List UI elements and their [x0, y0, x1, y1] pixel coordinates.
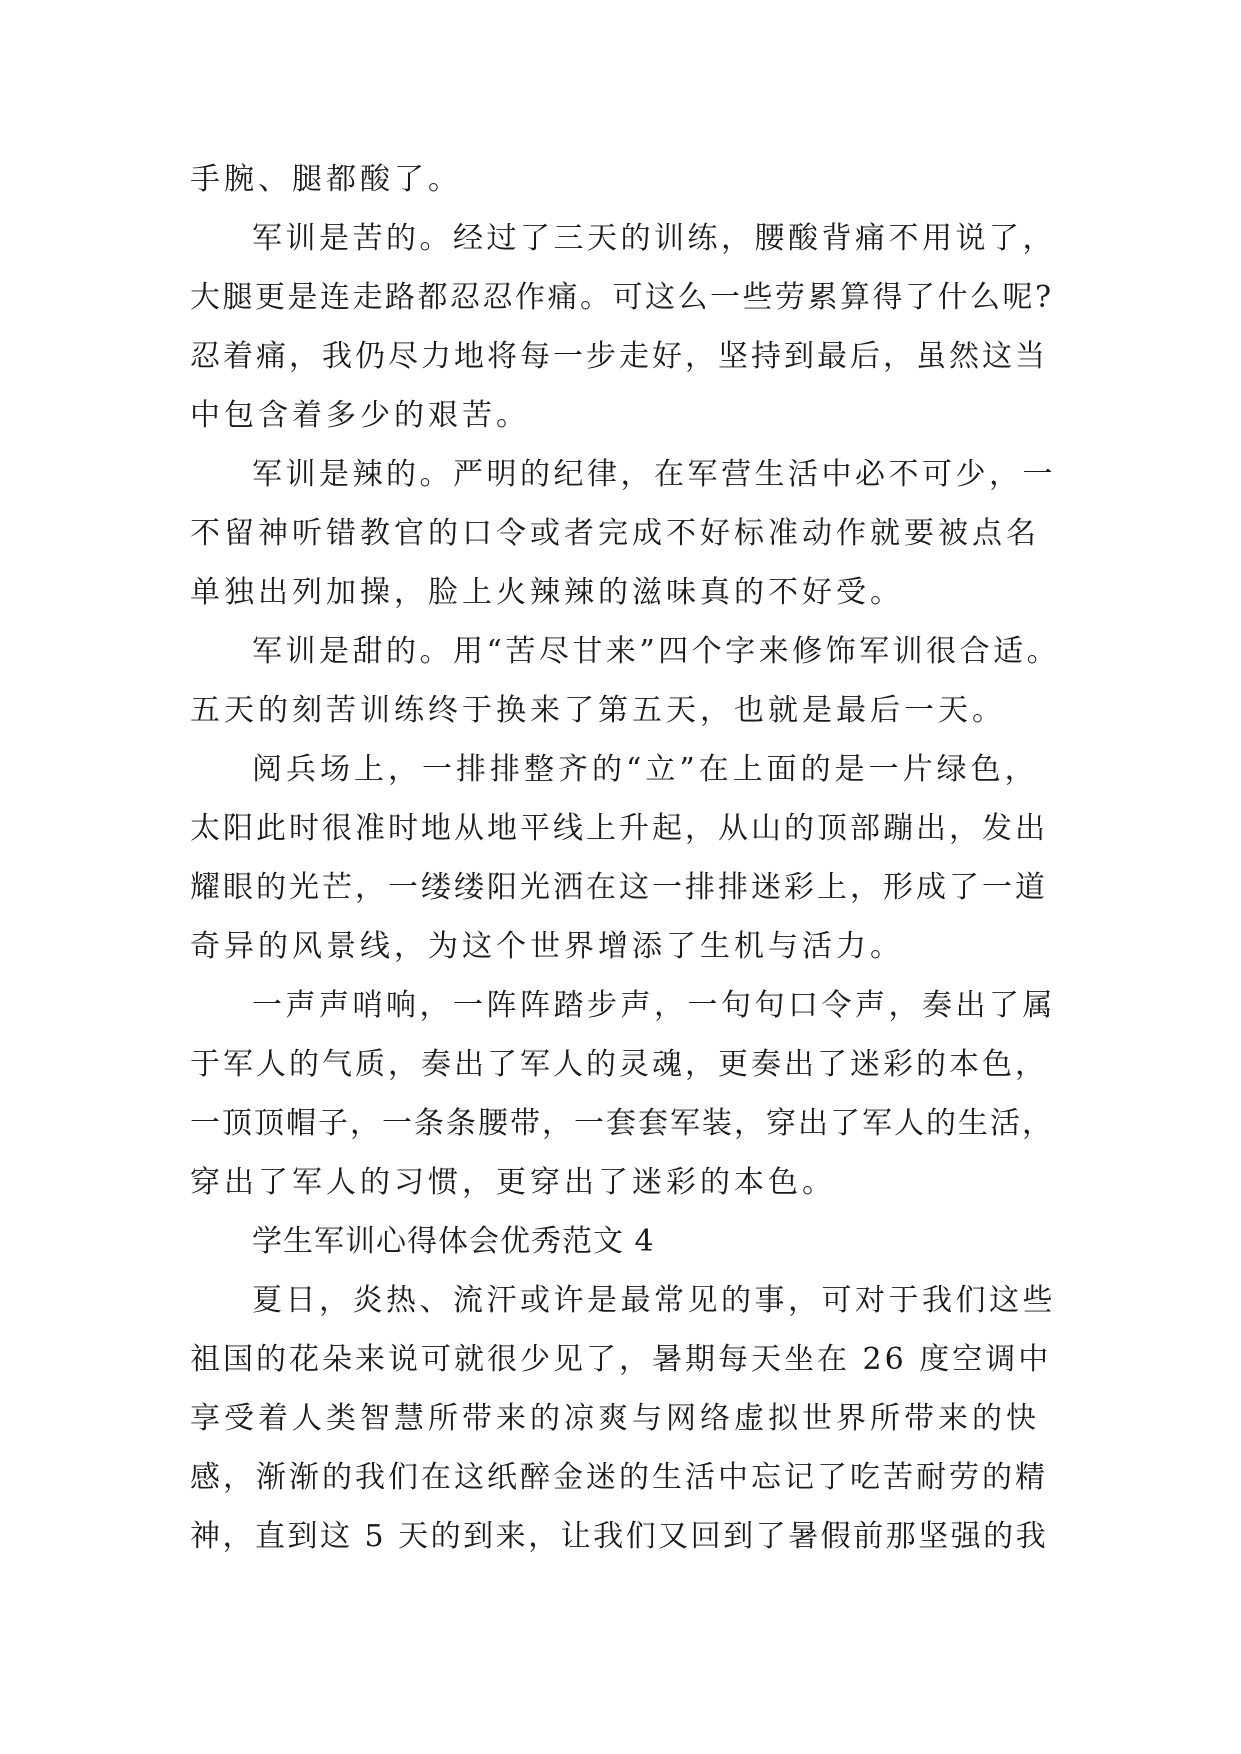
text-line: 单独出列加操，脸上火辣辣的滋味真的不好受。	[190, 575, 904, 610]
text-line: 享受着人类智慧所带来的凉爽与网络虚拟世界所带来的快	[190, 1401, 1040, 1436]
paragraph-start-line: 夏日，炎热、流汗或许是最常见的事，可对于我们这些	[252, 1283, 1056, 1318]
text-line: 五天的刻苦训练终于换来了第五天，也就是最后一天。	[190, 693, 1006, 728]
paragraph-start-line: 一声声哨响，一阵阵踏步声，一句句口令声，奏出了属	[252, 988, 1056, 1023]
text-line: 手腕、腿都酸了。	[190, 162, 462, 197]
text-line: 神，直到这 5 天的到来，让我们又回到了暑假前那坚强的我	[190, 1519, 1049, 1554]
document-body	[190, 150, 1060, 1566]
paragraph-start-line: 军训是辣的。严明的纪律，在军营生活中必不可少，一	[252, 457, 1056, 492]
text-line: 中包含着多少的艰苦。	[190, 398, 530, 433]
text-line: 忍着痛，我仍尽力地将每一步走好，坚持到最后，虽然这当	[190, 339, 1048, 374]
text-line: 不留神听错教官的口令或者完成不好标准动作就要被点名	[190, 516, 1040, 551]
paragraph-start-line: 军训是苦的。经过了三天的训练，腰酸背痛不用说了，	[252, 221, 1056, 256]
section-heading: 学生军训心得体会优秀范文 4	[252, 1224, 655, 1259]
paragraph-start-line: 军训是甜的。用“苦尽甘来”四个字来修饰军训很合适。	[252, 634, 1061, 669]
text-line: 耀眼的光芒，一缕缕阳光洒在这一排排迷彩上，形成了一道	[190, 870, 1048, 905]
text-line: 于军人的气质，奏出了军人的灵魂，更奏出了迷彩的本色，	[190, 1047, 1048, 1082]
text-line: 祖国的花朵来说可就很少见了，暑期每天坐在 26 度空调中	[190, 1342, 1052, 1377]
text-line: 感，渐渐的我们在这纸醉金迷的生活中忘记了吃苦耐劳的精	[190, 1460, 1048, 1495]
text-line: 奇异的风景线，为这个世界增添了生机与活力。	[190, 929, 904, 964]
text-line: 太阳此时很准时地从地平线上升起，从山的顶部蹦出，发出	[190, 811, 1048, 846]
text-line: 大腿更是连走路都忍忍作痛。可这么一些劳累算得了什么呢?	[190, 280, 1054, 315]
text-line: 一顶顶帽子，一条条腰带，一套套军装，穿出了军人的生活，	[190, 1106, 1054, 1141]
paragraph-start-line: 阅兵场上，一排排整齐的“立”在上面的是一片绿色，	[252, 752, 1039, 787]
text-line: 穿出了军人的习惯，更穿出了迷彩的本色。	[190, 1165, 836, 1200]
